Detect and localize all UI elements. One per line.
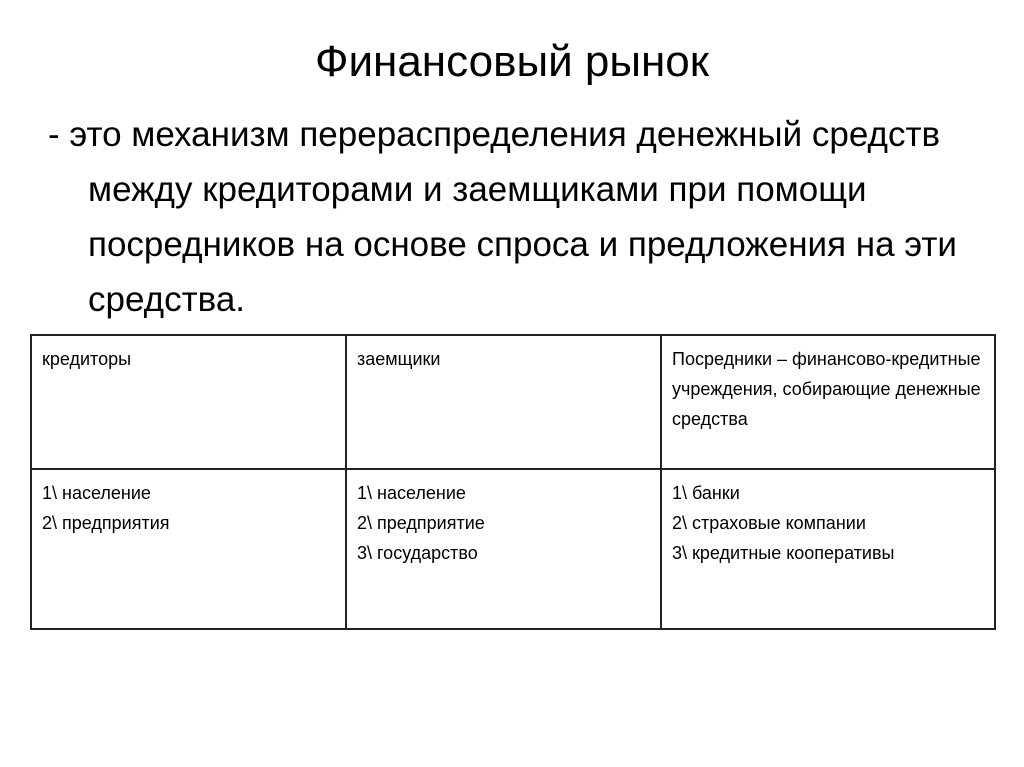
creditors-cell — [31, 469, 346, 629]
participants-table — [30, 334, 996, 630]
list-item: 2\ страховые компании — [672, 513, 866, 533]
intermediaries-cell — [661, 469, 995, 629]
list-item: 1\ население — [42, 483, 151, 503]
table-row — [31, 469, 995, 629]
list-item: 2\ предприятия — [42, 513, 170, 533]
borrowers-cell — [346, 469, 661, 629]
list-item: 2\ предприятие — [357, 513, 485, 533]
list-item: 1\ банки — [672, 483, 740, 503]
header-borrowers: заемщики — [346, 335, 661, 469]
list-item: 3\ кредитные кооперативы — [672, 543, 895, 563]
table-header-row — [31, 335, 995, 469]
list-item: 3\ государство — [357, 543, 478, 563]
header-creditors: кредиторы — [31, 335, 346, 469]
definition-text: - это механизм перераспределения денежный средств между кредиторами и заемщиками при помощи посредников на основе спроса и предложения на эти средства. — [48, 115, 957, 319]
slide-title: Финансовый рынок — [315, 37, 709, 86]
list-item: 1\ население — [357, 483, 466, 503]
header-intermediaries: Посредники – финансово-кредитные учреждения, собирающие денежные средства — [661, 335, 995, 469]
